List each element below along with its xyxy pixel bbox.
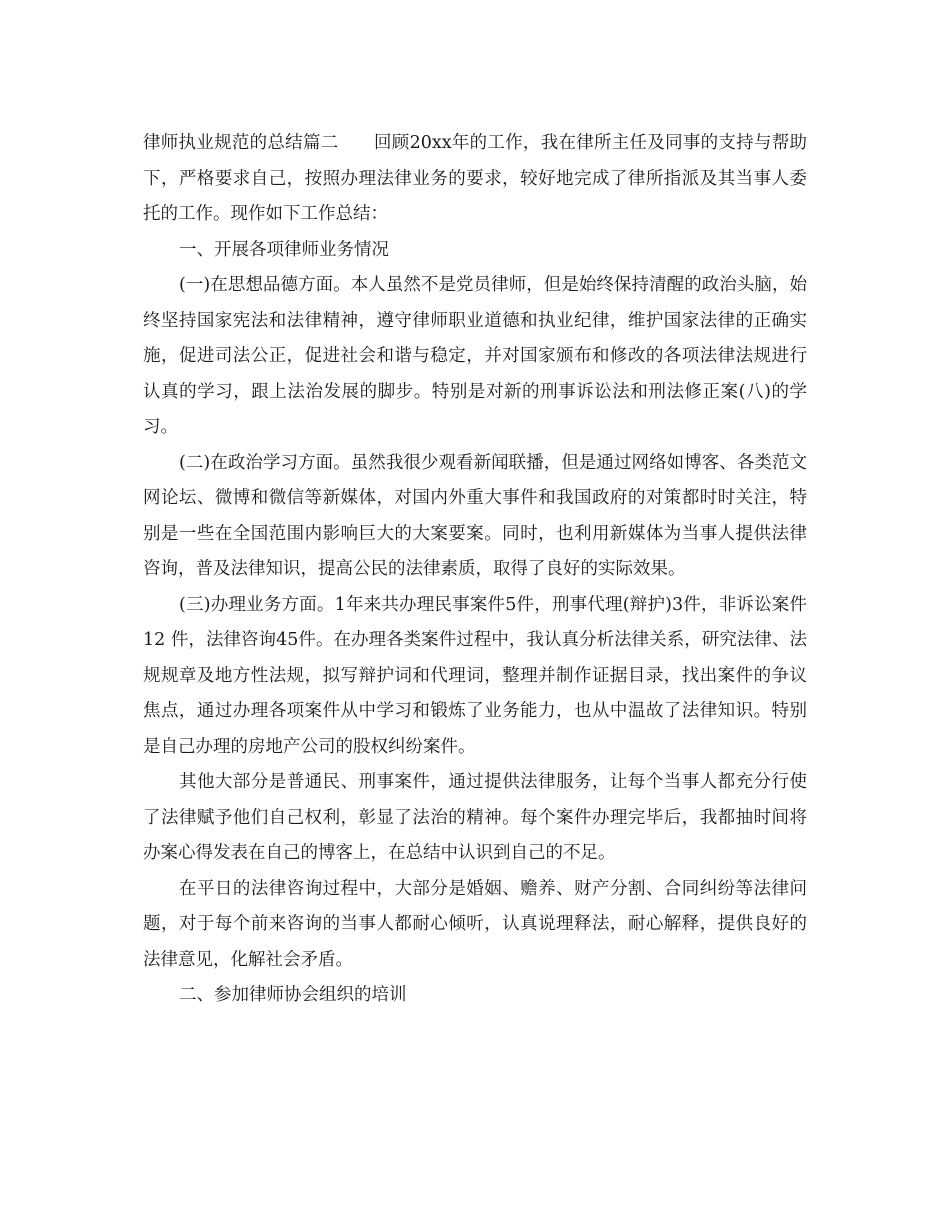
paragraph-moral: (一)在思想品德方面。本人虽然不是党员律师，但是始终保持清醒的政治头脑，始终坚持国家宪法和法律精神，遵守律师职业道德和执业纪律，维护国家法律的正确实施，促进司法公正，促进社会和谐与稳定，并对国家颁布和修改的各项法律法规进行认真的学习，跟上法治发展的脚步。特别是对新的刑事诉讼法和刑法修正案(八)的学习。 [143,275,807,437]
paragraph-political: (二)在政治学习方面。虽然我很少观看新闻联播，但是通过网络如博客、各类范文网论坛、微博和微信等新媒体，对国内外重大事件和我国政府的对策都时时关注，特别是一些在全国范围内影响巨大的大案要案。同时，也利用新媒体为当事人提供法律咨询，普及法律知识，提高公民的法律素质，取得了良好的实际效果。 [143,452,807,579]
paragraph-business: (三)办理业务方面。1年来共办理民事案件5件，刑事代理(辩护)3件，非诉讼案件12 件，法律咨询45件。在办理各类案件过程中，我认真分析法律关系，研究法律、法规规章及地方性法规，拟写辩护词和代理词，整理并制作证据目录，找出案件的争议焦点，通过办理各项案件从中学习和锻炼了业务能力，也从中温故了法律知识。特别是自己办理的房地产公司的股权纠纷案件。 [143,594,807,757]
section-heading-1: 一、开展各项律师业务情况 [179,239,389,260]
section-heading-2: 二、参加律师协会组织的培训 [179,985,407,1005]
document-body [143,126,807,1014]
paragraph-consulting: 在平日的法律咨询过程中，大部分是婚姻、赡养、财产分割、合同纠纷等法律问题，对于每个前来咨询的当事人都耐心倾听，认真说理释法，耐心解释，提供良好的法律意见，化解社会矛盾。 [143,878,807,970]
paragraph-other-cases: 其他大部分是普通民、刑事案件，通过提供法律服务，让每个当事人都充分行使了法律赋予他们自己权利，彰显了法治的精神。每个案件办理完毕后，我都抽时间将办案心得发表在自己的博客上，在总结中认识到自己的不足。 [143,772,807,863]
paragraph-intro: 律师执业规范的总结篇二 回顾20xx年的工作，我在律所主任及同事的支持与帮助下，严格要求自己，按照办理法律业务的要求，较好地完成了律所指派及其当事人委托的工作。现作如下工作总结： [143,133,807,224]
